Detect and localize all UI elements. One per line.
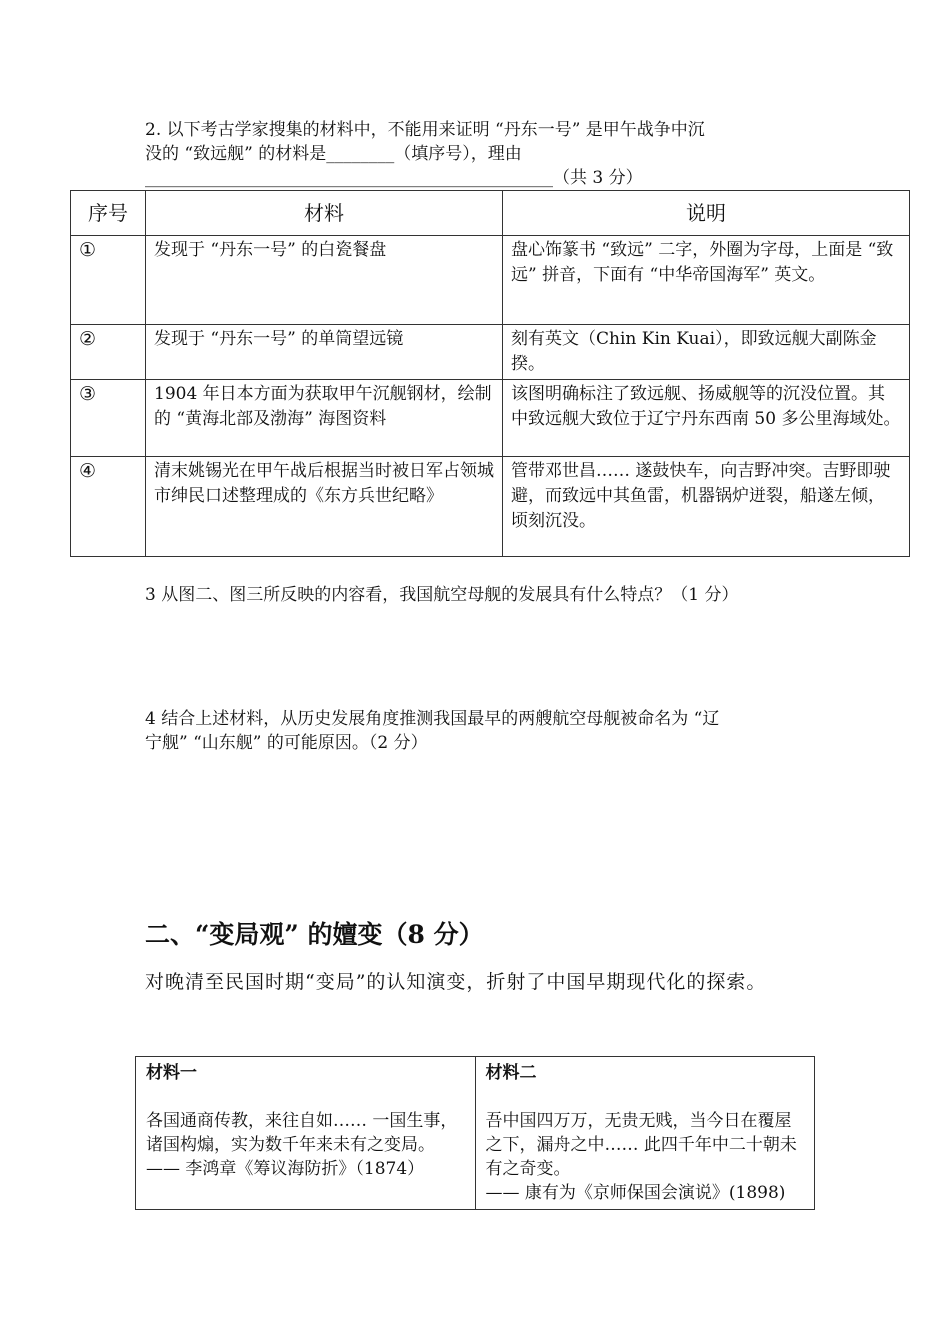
material-one-text: 各国通商传教，来往自如…… 一国生事，诸国构煽，实为数千年来未有之变局。	[146, 1111, 458, 1155]
question-4-line1: 4 结合上述材料，从历史发展角度推测我国最早的两艘航空母舰被命名为 “辽	[145, 709, 720, 729]
row-note: 该图明确标注了致远舰、扬威舰等的沉没位置。其中致远舰大致位于辽宁丹东西南 50 多公里海域处。	[503, 380, 910, 457]
header-note: 说明	[503, 191, 910, 236]
question-4-line2: 宁舰” “山东舰” 的可能原因。（2 分）	[145, 733, 428, 753]
row-number: ④	[71, 457, 146, 557]
material-two-text: 吾中国四万万，无贵无贱，当今日在覆屋之下，漏舟之中…… 此四千年中二十朝未有之奇变。	[485, 1111, 797, 1179]
table-row	[71, 236, 910, 325]
row-number: ①	[71, 236, 146, 325]
material-one-cell	[136, 1057, 476, 1210]
row-material: 发现于 “丹东一号” 的单筒望远镜	[146, 325, 503, 380]
header-number: 序号	[71, 191, 146, 236]
header-material: 材料	[146, 191, 503, 236]
question-2	[145, 118, 825, 190]
row-material: 发现于 “丹东一号” 的白瓷餐盘	[146, 236, 503, 325]
evidence-table-header	[71, 191, 910, 236]
row-note: 管带邓世昌…… 遂鼓快车，向吉野冲突。吉野即驶避，而致远中其鱼雷，机器锅炉迸裂，船遂左倾，顷刻沉没。	[503, 457, 910, 557]
question-2-line2: 没的 “致远舰” 的材料是________（填序号），理由	[145, 144, 522, 164]
question-3: 3 从图二、图三所反映的内容看，我国航空母舰的发展具有什么特点？（1 分）	[145, 585, 739, 605]
evidence-table	[70, 190, 910, 557]
material-one-header: 材料一	[146, 1063, 197, 1083]
materials-table	[135, 1056, 815, 1210]
material-two-source: —— 康有为《京师保国会演说》(1898)	[485, 1183, 786, 1203]
row-note: 刻有英文（Chin Kin Kuai），即致远舰大副陈金揆。	[503, 325, 910, 380]
table-row	[71, 457, 910, 557]
section-2-title: 二、“变局观” 的嬗变（8 分）	[145, 920, 484, 949]
row-number: ②	[71, 325, 146, 380]
material-two-header: 材料二	[485, 1063, 537, 1083]
material-one-source: —— 李鸿章《筹议海防折》（1874）	[146, 1159, 425, 1179]
question-4	[145, 707, 825, 755]
section-2-intro: 对晚清至民国时期“变局”的认知演变，折射了中国早期现代化的探索。	[145, 971, 767, 993]
table-row	[71, 380, 910, 457]
materials-row	[136, 1057, 815, 1210]
row-note: 盘心饰篆书 “致远” 二字，外圈为字母，上面是 “致远” 拼音，下面有 “中华帝国海军” 英文。	[503, 236, 910, 325]
row-material: 清末姚锡光在甲午战后根据当时被日军占领城市绅民口述整理成的《东方兵世纪略》	[146, 457, 503, 557]
table-row	[71, 325, 910, 380]
row-material: 1904 年日本方面为获取甲午沉舰钢材，绘制的 “黄海北部及渤海” 海图资料	[146, 380, 503, 457]
question-2-line1: 2. 以下考古学家搜集的材料中，不能用来证明 “丹东一号” 是甲午战争中沉	[145, 120, 705, 140]
question-2-line3: ________________________________________________（共 3 分）	[145, 168, 643, 188]
row-number: ③	[71, 380, 146, 457]
material-two-cell	[475, 1057, 815, 1210]
